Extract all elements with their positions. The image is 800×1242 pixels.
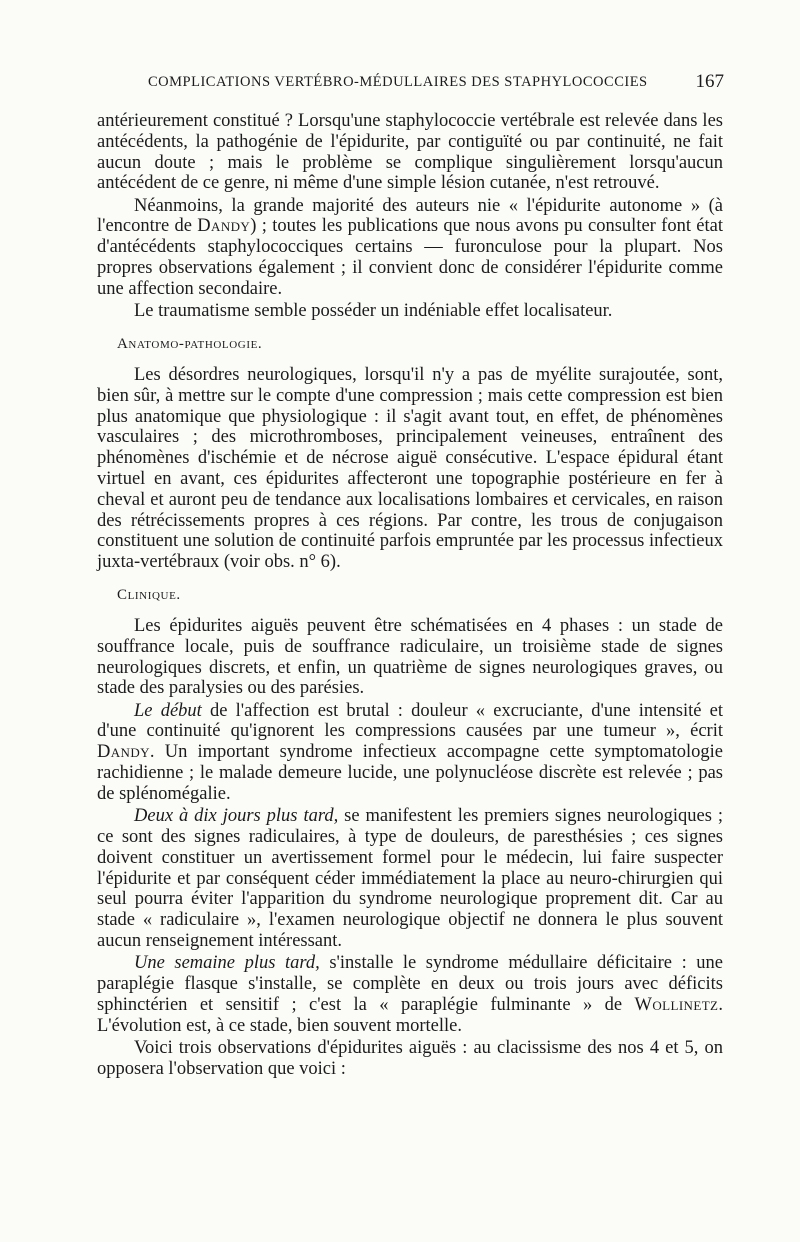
body-text <box>97 111 723 1079</box>
text-run: s'installe le syndrome médullaire déficitaire : une paraplégie flasque s'installe, se complète en deux ou trois jours avec déficits sphinctérien et sensitif ; c'est la « paraplégie fulminante » de <box>97 953 723 1015</box>
page-number: 167 <box>695 71 724 92</box>
author-name: Wollinetz <box>634 994 719 1015</box>
paragraph: Les épidurites aiguës peuvent être schématisées en 4 phases : un stade de souffrance locale, puis de souffrance radiculaire, un troisième stade de signes neurologiques discrets, et enfin, un quatrième de signes neurologiques graves, ou stade des paralysies ou des parésies. <box>97 615 723 699</box>
paragraph: Voici trois observations d'épidurites aiguës : au clacissisme des nos 4 et 5, on opposera l'observation que voici : <box>97 1037 723 1079</box>
paragraph <box>97 701 723 805</box>
text-run: ) ; toutes les publications que nous avons pu consulter font état d'antécédents staphylococciques certains — furonculose pour la plupart. Nos propres observations également ; il convient donc de considérer l'épidurite comme une affection secondaire. <box>97 216 724 299</box>
author-name: Dandy <box>97 742 150 763</box>
section-heading-clinique: Clinique. <box>117 586 181 603</box>
text-run: . Un important syndrome infectieux accompagne cette symptomatologie rachidienne ; le malade demeure lucide, une polynucléose discrète est relevée ; pas de splénomégalie. <box>97 742 723 804</box>
paragraph: antérieurement constitué ? Lorsqu'une staphylococcie vertébrale est relevée dans les antécédents, la pathogénie de l'épidurite, par contiguïté ou par continuité, ne fait aucun doute ; mais le problème se complique singulièrement lorsqu'aucun antécédent de ce genre, ni même d'une simple lésion cutanée, n'est retrouvé. <box>97 111 723 194</box>
running-title: COMPLICATIONS VERTÉBRO-MÉDULLAIRES DES STAPHYLOCOCCIES <box>148 74 648 90</box>
paragraph <box>97 806 723 952</box>
text-run: Néanmoins, la grande majorité des auteurs nie « l'épidurite autonome » (à l'encontre de <box>97 195 723 237</box>
emphasis: Deux à dix jours plus tard, <box>134 806 339 827</box>
paragraph: Les désordres neurologiques, lorsqu'il n'y a pas de myélite surajoutée, sont, bien sûr, à mettre sur le compte d'une compression ; mais cette compression est bien plus anatomique que physiologique : il s'agit avant tout, en effet, de phénomènes vasculaires ; des microthromboses, principalement veineuses, entraînent des phénomènes d'ischémie et de nécrose aiguë consécutive. L'espace épidural étant virtuel en avant, ces épidurites affecteront une topographie postérieure en fer à cheval et auront peu de tendance aux localisations lombaires et cervicales, en raison des rétrécissements propres à ces régions. Par contre, les trous de conjugaison constituent une solution de continuité parfois empruntée par les processus infectieux juxta-vertébraux (voir obs. n° 6). <box>97 364 723 573</box>
emphasis: Le début <box>134 700 202 721</box>
paragraph <box>97 953 723 1036</box>
paragraph <box>97 196 723 300</box>
text-run: de l'affection est brutal : douleur « excruciante, d'une intensité et d'une continuité qu'ignorent les compressions causées par une tumeur », écrit <box>97 700 723 742</box>
text-run: . L'évolution est, à ce stade, bien souvent mortelle. <box>97 994 723 1036</box>
author-name: Dandy <box>197 216 251 237</box>
text-run: se manifestent les premiers signes neurologiques ; ce sont des signes radiculaires, à type de douleurs, de paresthésies ; ces signes doivent constituer un avertissement formel pour le médecin, lui faire suspecter l'épidurite et par conséquent céder immédiatement la place au neuro-chirurgien qui seul pourra éviter l'apparition du syndrome neurologique proprement dit. Car au stade « radiculaire », l'examen neurologique objectif ne donnera le plus souvent aucun renseignement intéressant. <box>97 806 723 951</box>
section-heading-anatomo: Anatomo-pathologie. <box>117 335 263 352</box>
paragraph: Le traumatisme semble posséder un indéniable effet localisateur. <box>134 301 613 322</box>
emphasis: Une semaine plus tard, <box>134 953 320 974</box>
